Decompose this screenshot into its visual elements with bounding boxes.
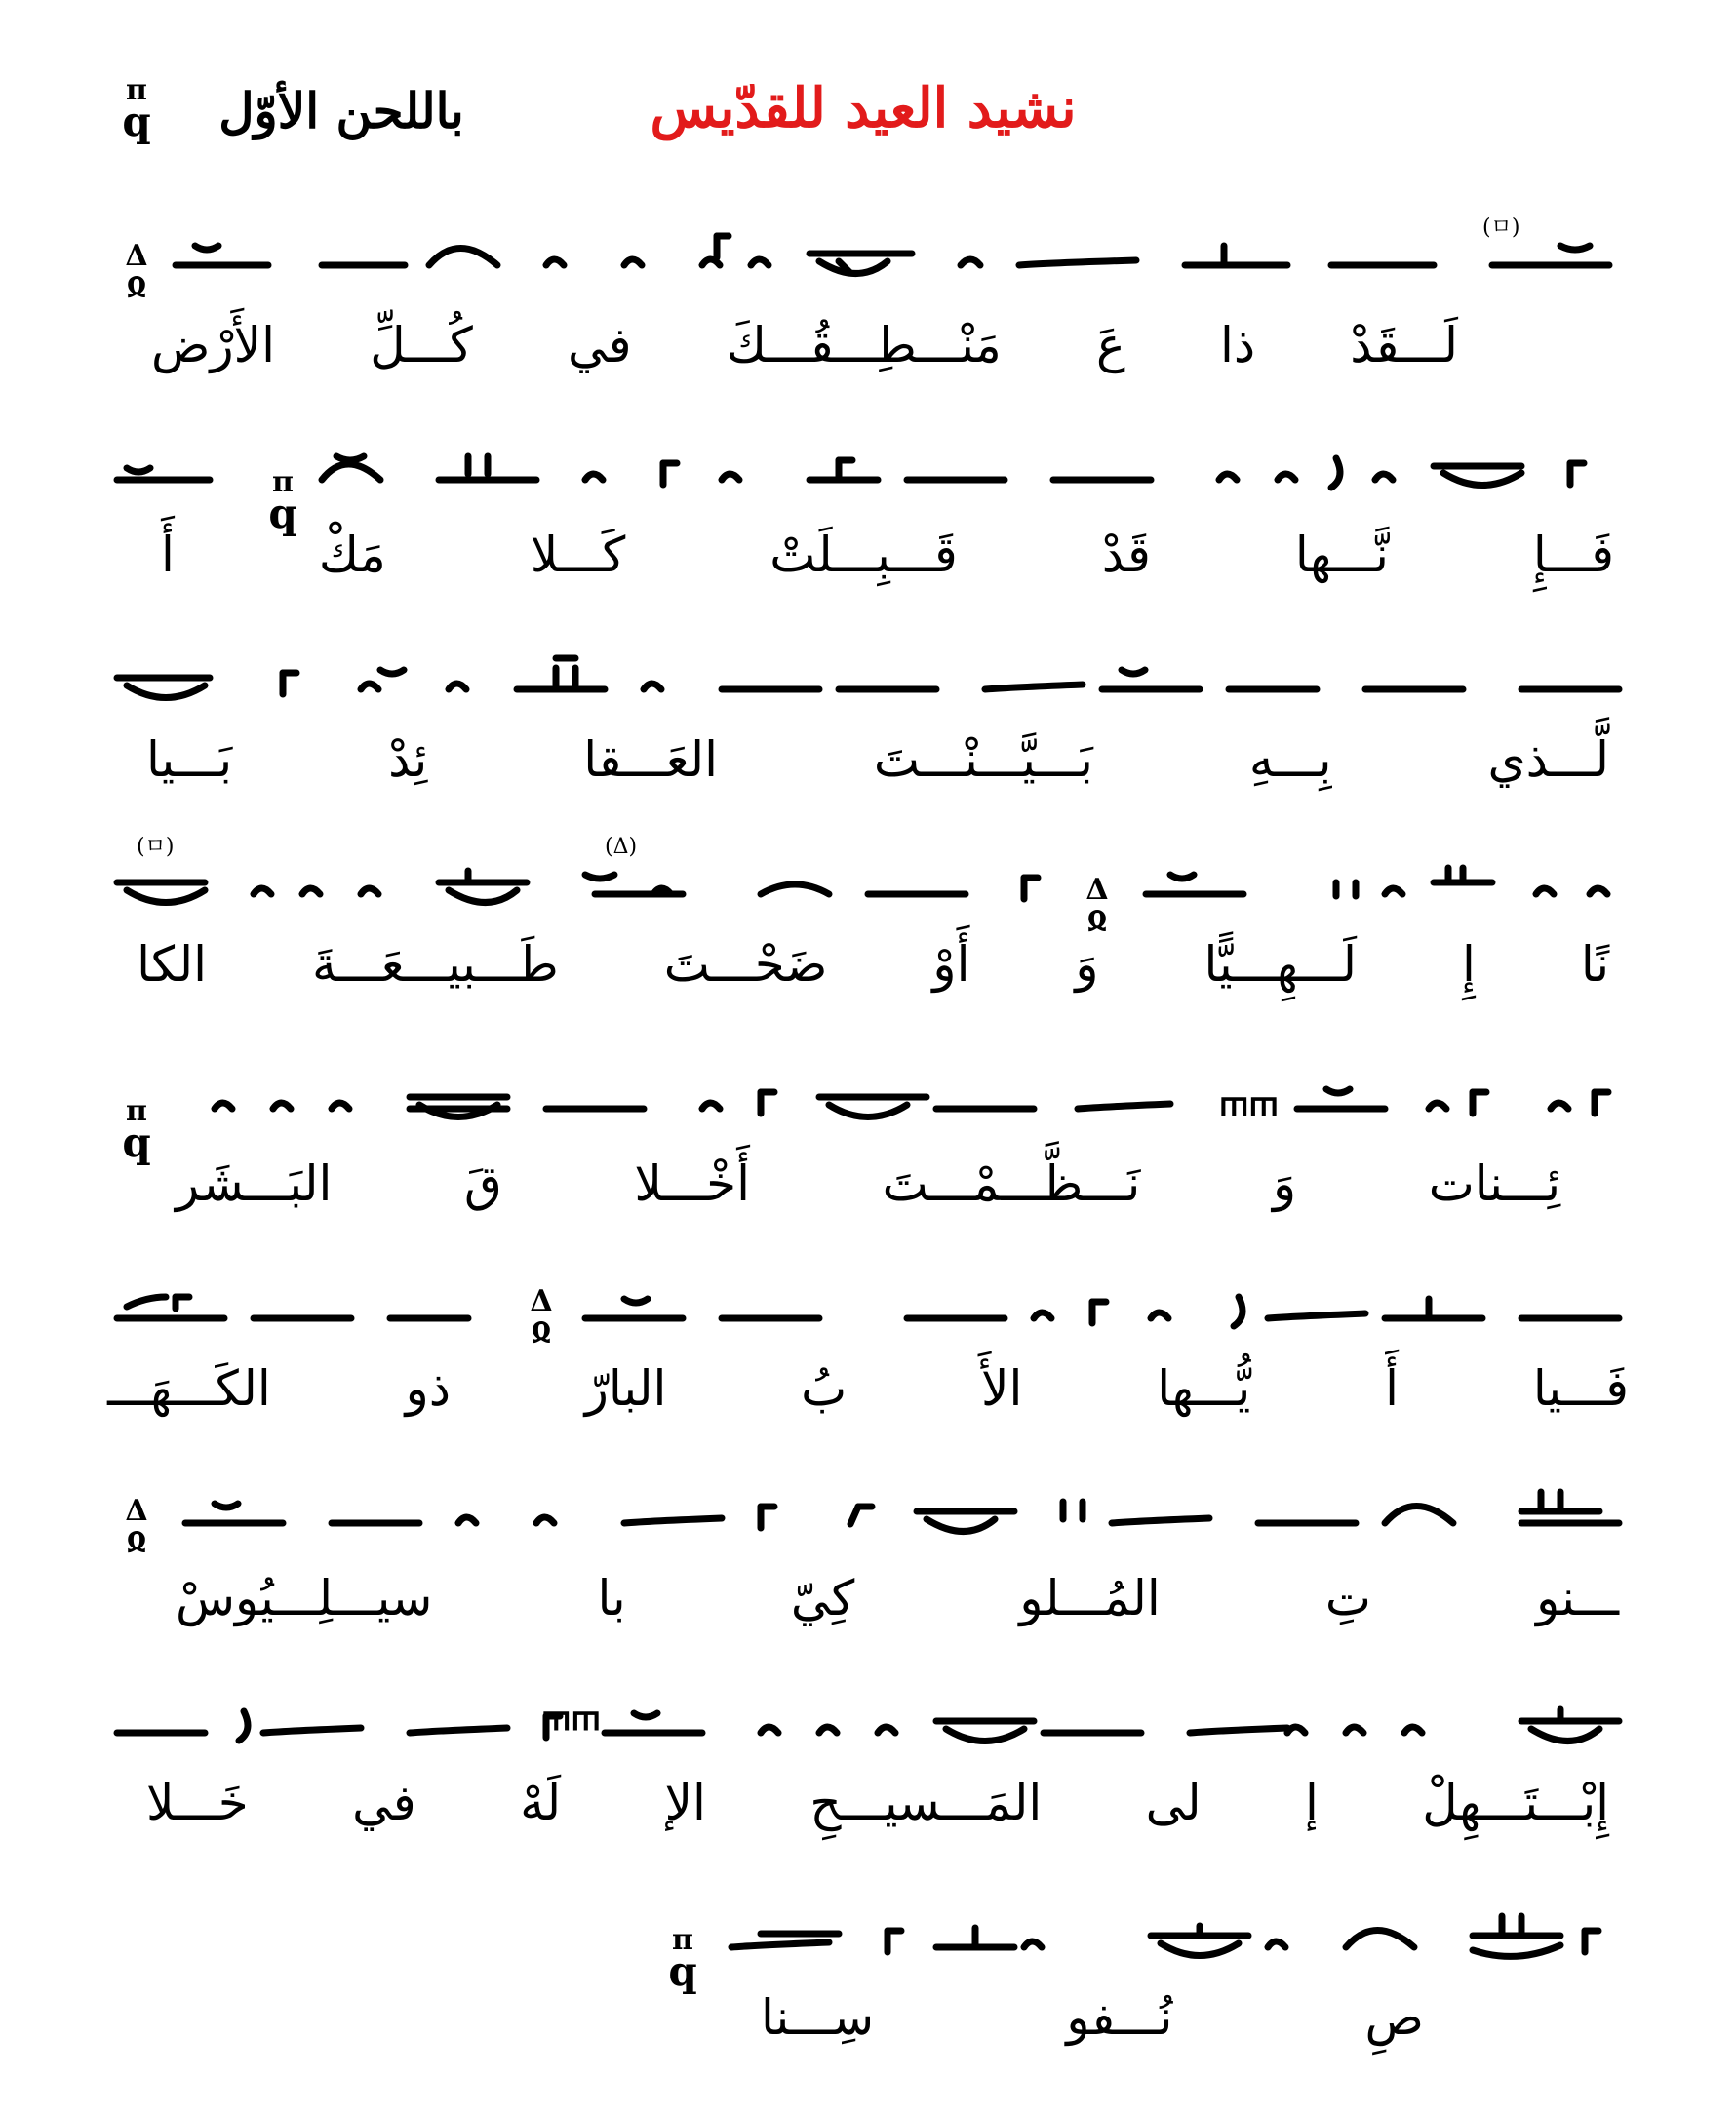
lyric-word: فَـــإِ [1532,527,1614,583]
lyric-word: أَ [1385,1360,1400,1417]
lyric-word: لَـــقَدْ [1350,317,1458,373]
mode-sign-icon: Δ ჲ [530,1284,553,1349]
svg-text:(ㅁ): (ㅁ) [1482,215,1520,240]
lyric-word: أَوْ [932,936,970,993]
lyric-word: كَـــلا [530,527,626,583]
mode-sign-icon: π q [268,465,297,537]
neume-staff-5 [0,1048,1736,1136]
lyric-word: إِ [1461,936,1476,993]
lyric-word: با [597,1570,626,1626]
lyric-line-8 [146,1775,1609,1831]
tone-label: باللحن الأوّل [218,82,464,139]
neume-staff-3 [0,629,1736,717]
lyric-word: ذا [1219,317,1256,373]
lyric-word: الأَ [981,1360,1023,1417]
lyric-word: بُ [801,1360,848,1417]
neume-staff-8 [0,1672,1736,1760]
lyric-word: يُّـــها [1157,1360,1251,1417]
lyric-word: ضَحْـــتَ [663,936,828,993]
lyric-word: كُـــلِّ [370,317,473,373]
lyric-word: ـــنو [1536,1570,1619,1626]
lyric-line-5 [176,1155,1560,1212]
lyric-word: الأَرْض [151,317,276,373]
mode-sign-icon: ᲅᲅ [541,1700,602,1739]
mode-sign-icon: Δ ჲ [125,239,148,303]
lyric-word: مَكْ [318,527,386,583]
lyric-line-7 [176,1570,1619,1626]
lyric-word: نَـــظَّـــمْـــتَ [882,1155,1141,1212]
neume-staff-9 [0,1887,1736,1975]
lyric-word: لَّـــذي [1487,731,1609,788]
lyric-word: قَـــبِـــلَتْ [769,527,958,583]
lyric-word: أَخْـــلا [634,1155,750,1212]
lyric-line-4 [137,936,1609,993]
lyric-word: الإ [664,1775,706,1831]
lyric-word: لَـــهِـــيًّا [1203,936,1358,993]
mode-sign-icon: π q [122,1094,151,1166]
lyric-word: لَهْ [520,1775,562,1831]
lyric-word: المُـــلو [1019,1570,1161,1626]
lyric-line-1 [151,317,1458,373]
lyric-word: قَدْ [1101,527,1151,583]
lyric-word: بَـــيَّـــنْـــتَ [873,731,1093,788]
lyric-word: صِ [1364,1989,1424,2046]
lyric-word: إ [1304,1775,1319,1831]
svg-text:(ㅁ): (ㅁ) [137,835,175,859]
lyric-word: فَـــيا [1532,1360,1629,1417]
lyric-word: كِيّ [790,1570,855,1626]
neume-staff-4 [0,834,1736,921]
lyric-word: بَـــيا [146,731,233,788]
mode-sign-icon: Δ ჲ [1085,873,1109,937]
lyric-word: ذو [405,1360,451,1417]
mode-sign-icon: ᲅᲅ [1219,1085,1280,1124]
mode-sign-icon: Δ ჲ [125,1494,148,1558]
lyric-word: العَـــقا [583,731,718,788]
lyric-line-9 [761,1989,1424,2046]
svg-text:(Δ): (Δ) [605,835,638,859]
lyric-word: قَ [463,1155,502,1212]
lyric-word: نَّـــها [1294,527,1389,583]
lyric-word: مَنْـــطِـــقُـــكَ [726,317,1002,373]
lyric-line-2 [161,527,1614,583]
lyric-word: طَـــبيـــعَـــةَ [312,936,559,993]
neume-staff-6 [0,1258,1736,1349]
lyric-word: البَـــشَر [176,1155,333,1212]
lyric-word: إِبْـــتَـــهِلْ [1422,1775,1609,1831]
lyric-word: في [567,317,632,373]
tone-sign-icon: π q [122,73,151,145]
lyric-word: وَ [1272,1155,1297,1212]
lyric-word: تِ [1324,1570,1371,1626]
lyric-word: ئِـــنات [1428,1155,1560,1212]
neume-staff-2 [0,419,1736,507]
lyric-word: عَ [1095,317,1125,373]
lyric-word: سِـــنا [761,1989,875,2046]
lyric-word: أَ [161,527,175,583]
lyric-line-6 [107,1360,1629,1417]
hymn-title: نشيد العيد للقدّيس [650,76,1077,140]
lyric-word: وَ [1075,936,1099,993]
lyric-word: البارّ [584,1360,667,1417]
lyric-word: المَـــسيـــحِ [809,1775,1043,1831]
mode-sign-icon: π q [668,1923,697,1995]
lyric-word: سيـــلِـــيُوسْ [176,1570,433,1626]
lyric-word: في [352,1775,416,1831]
lyric-word: نُـــفو [1066,1989,1173,2046]
lyric-word: نًا [1580,936,1609,993]
lyric-word: بِـــهِ [1248,731,1332,788]
lyric-word: لى [1145,1775,1202,1831]
neume-staff-1 [0,205,1736,293]
neume-staff-7 [0,1463,1736,1550]
lyric-word: خَـــلا [146,1775,249,1831]
lyric-line-3 [146,731,1609,788]
lyric-word: الكا [137,936,208,993]
lyric-word: الكَـــهَـــ [107,1360,271,1417]
lyric-word: ئِدْ [388,731,428,788]
